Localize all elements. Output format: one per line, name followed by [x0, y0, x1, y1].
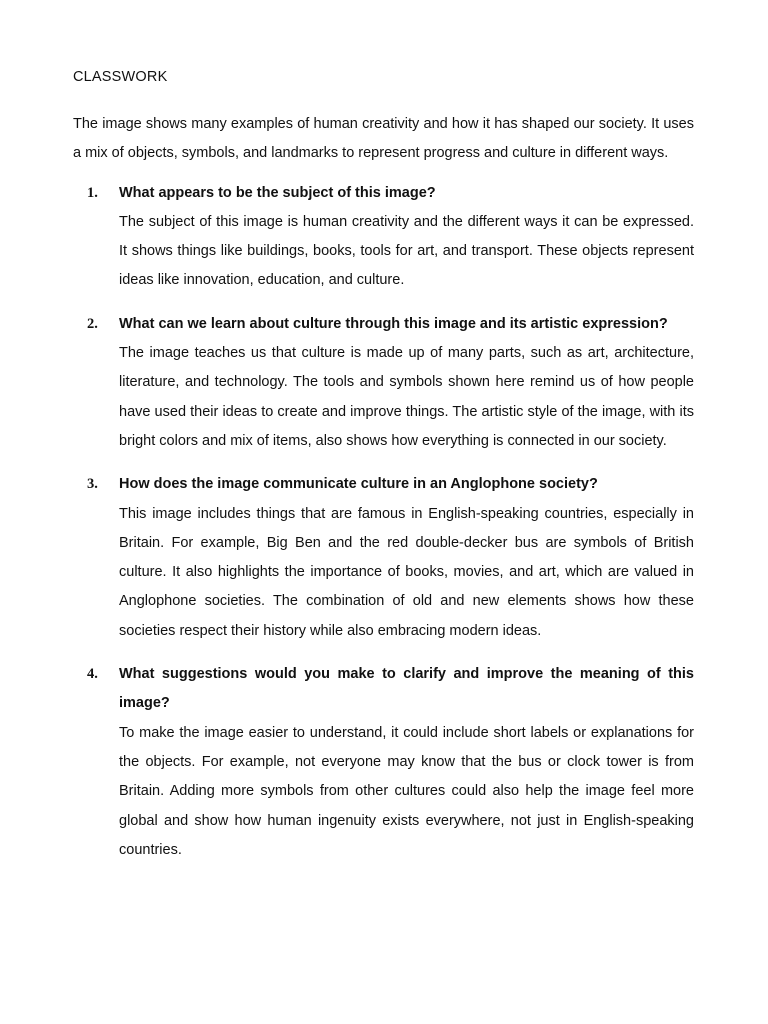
question-text: What can we learn about culture through this image and its artistic expression? [119, 315, 668, 332]
question-item-2 [73, 310, 694, 456]
answer-text: This image includes things that are famous in English-speaking countries, especially in Britain. For example, Big Ben and the red double-decker bus are symbols of British culture. It also highlights the importance of books, movies, and art, which are valued in Anglophone societies. The combination of old and new elements shows how these societies respect their history while also embracing modern ideas. [119, 505, 694, 639]
intro-paragraph: The image shows many examples of human creativity and how it has shaped our society. It uses a mix of objects, symbols, and landmarks to represent progress and culture in different ways. [73, 116, 694, 162]
document-page [73, 66, 694, 879]
question-item-4 [73, 660, 694, 865]
question-number: 1. [87, 184, 98, 201]
question-item-3 [73, 470, 694, 646]
question-number: 3. [87, 476, 98, 493]
question-text: How does the image communicate culture in an Anglophone society? [119, 476, 598, 493]
question-number: 2. [87, 315, 98, 332]
question-text: What suggestions would you make to clarify and improve the meaning of this image? [119, 666, 694, 712]
question-number: 4. [87, 666, 98, 683]
question-text: What appears to be the subject of this image? [119, 184, 436, 201]
answer-text: The image teaches us that culture is made up of many parts, such as art, architecture, literature, and technology. The tools and symbols shown here remind us of how people have used their ideas to create and improve things. The artistic style of the image, with its bright colors and mix of items, also shows how everything is connected in our society. [119, 345, 694, 449]
answer-text: The subject of this image is human creativity and the different ways it can be expressed. It shows things like buildings, books, tools for art, and transport. These objects represent ideas like innovation, education, and culture. [119, 213, 694, 289]
question-list [73, 179, 694, 866]
document-heading: CLASSWORK [73, 69, 168, 85]
answer-text: To make the image easier to understand, it could include short labels or explanations for the objects. For example, not everyone may know that the bus or clock tower is from Britain. Adding more symbols from other cultures could also help the image feel more global and show how human ingenuity exists everywhere, not just in English-speaking countries. [119, 724, 694, 858]
question-item-1 [73, 179, 694, 296]
